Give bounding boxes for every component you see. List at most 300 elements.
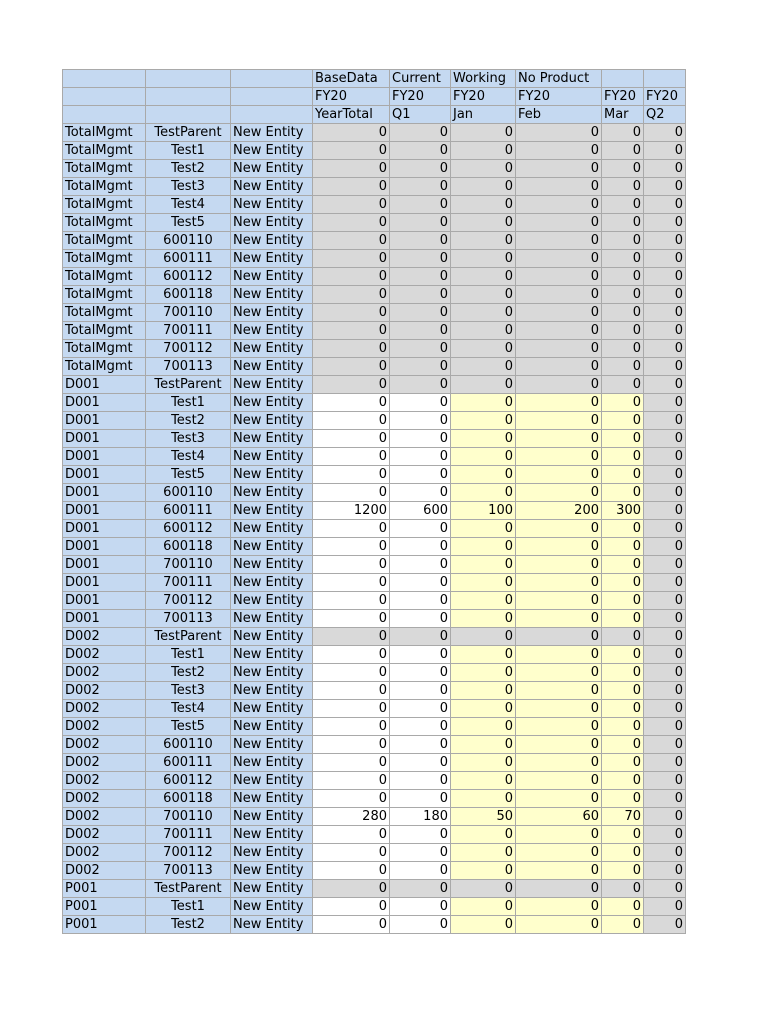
value-cell-yeartotal[interactable]: 0 [313,700,390,718]
value-cell-q1[interactable]: 0 [390,790,451,808]
value-cell-mar[interactable]: 0 [602,736,644,754]
row-label-account[interactable]: 600118 [146,538,231,556]
value-cell-jan[interactable]: 0 [451,844,516,862]
value-cell-yeartotal[interactable]: 0 [313,628,390,646]
value-cell-mar[interactable]: 0 [602,268,644,286]
value-cell-jan[interactable]: 0 [451,484,516,502]
row-label-account[interactable]: 700110 [146,304,231,322]
value-cell-mar[interactable]: 0 [602,214,644,232]
row-label-account[interactable]: Test1 [146,142,231,160]
value-cell-feb[interactable]: 0 [516,592,602,610]
value-cell-q2[interactable]: 0 [644,790,686,808]
value-cell-q1[interactable]: 0 [390,214,451,232]
row-label-entity[interactable]: New Entity [231,826,313,844]
row-label-account[interactable]: Test2 [146,160,231,178]
value-cell-jan[interactable]: 0 [451,592,516,610]
row-label-account[interactable]: Test1 [146,646,231,664]
value-cell-q2[interactable]: 0 [644,556,686,574]
row-label-entity[interactable]: New Entity [231,394,313,412]
value-cell-q1[interactable]: 0 [390,448,451,466]
value-cell-mar[interactable]: 0 [602,520,644,538]
value-cell-q1[interactable]: 0 [390,718,451,736]
value-cell-yeartotal[interactable]: 280 [313,808,390,826]
value-cell-yeartotal[interactable]: 0 [313,772,390,790]
value-cell-q2[interactable]: 0 [644,664,686,682]
value-cell-jan[interactable]: 0 [451,322,516,340]
value-cell-q1[interactable]: 0 [390,610,451,628]
value-cell-mar[interactable]: 0 [602,700,644,718]
row-label-dimension[interactable]: TotalMgmt [63,340,146,358]
value-cell-jan[interactable]: 0 [451,142,516,160]
value-cell-yeartotal[interactable]: 0 [313,682,390,700]
value-cell-q1[interactable]: 600 [390,502,451,520]
row-label-entity[interactable]: New Entity [231,322,313,340]
value-cell-jan[interactable]: 0 [451,376,516,394]
row-label-account[interactable]: 700111 [146,826,231,844]
row-label-dimension[interactable]: TotalMgmt [63,142,146,160]
row-label-entity[interactable]: New Entity [231,232,313,250]
row-label-dimension[interactable]: D002 [63,808,146,826]
value-cell-q2[interactable]: 0 [644,178,686,196]
value-cell-jan[interactable]: 0 [451,520,516,538]
value-cell-q2[interactable]: 0 [644,466,686,484]
value-cell-q1[interactable]: 0 [390,466,451,484]
value-cell-q1[interactable]: 0 [390,574,451,592]
row-label-dimension[interactable]: P001 [63,880,146,898]
value-cell-feb[interactable]: 0 [516,304,602,322]
row-label-account[interactable]: 600110 [146,736,231,754]
value-cell-q1[interactable]: 0 [390,394,451,412]
value-cell-feb[interactable]: 200 [516,502,602,520]
row-label-entity[interactable]: New Entity [231,304,313,322]
value-cell-yeartotal[interactable]: 0 [313,538,390,556]
row-label-dimension[interactable]: D002 [63,664,146,682]
value-cell-jan[interactable]: 0 [451,358,516,376]
row-label-dimension[interactable]: D001 [63,556,146,574]
row-label-entity[interactable]: New Entity [231,286,313,304]
header-cell-feb[interactable]: No Product [516,70,602,88]
value-cell-feb[interactable]: 0 [516,286,602,304]
value-cell-jan[interactable]: 0 [451,664,516,682]
value-cell-feb[interactable]: 0 [516,430,602,448]
value-cell-feb[interactable]: 0 [516,700,602,718]
header-cell-feb[interactable]: Feb [516,106,602,124]
header-cell-yeartotal[interactable]: FY20 [313,88,390,106]
value-cell-feb[interactable]: 0 [516,556,602,574]
value-cell-q2[interactable]: 0 [644,628,686,646]
value-cell-mar[interactable]: 0 [602,412,644,430]
header-cell-jan[interactable]: Jan [451,106,516,124]
value-cell-jan[interactable]: 0 [451,862,516,880]
value-cell-feb[interactable]: 0 [516,142,602,160]
value-cell-mar[interactable]: 0 [602,826,644,844]
row-label-entity[interactable]: New Entity [231,754,313,772]
value-cell-jan[interactable]: 0 [451,790,516,808]
row-label-entity[interactable]: New Entity [231,736,313,754]
value-cell-yeartotal[interactable]: 0 [313,358,390,376]
value-cell-mar[interactable]: 0 [602,448,644,466]
row-label-dimension[interactable]: TotalMgmt [63,286,146,304]
value-cell-yeartotal[interactable]: 0 [313,160,390,178]
row-label-account[interactable]: 700113 [146,358,231,376]
row-label-entity[interactable]: New Entity [231,484,313,502]
row-label-entity[interactable]: New Entity [231,250,313,268]
value-cell-jan[interactable]: 50 [451,808,516,826]
value-cell-jan[interactable]: 0 [451,430,516,448]
value-cell-q1[interactable]: 0 [390,178,451,196]
row-label-dimension[interactable]: TotalMgmt [63,232,146,250]
value-cell-feb[interactable]: 0 [516,754,602,772]
value-cell-jan[interactable]: 0 [451,196,516,214]
row-label-entity[interactable]: New Entity [231,772,313,790]
value-cell-feb[interactable]: 0 [516,178,602,196]
row-label-account[interactable]: TestParent [146,124,231,142]
row-label-account[interactable]: TestParent [146,880,231,898]
value-cell-mar[interactable]: 0 [602,394,644,412]
value-cell-q1[interactable]: 0 [390,664,451,682]
header-cell-q1[interactable]: Current [390,70,451,88]
value-cell-jan[interactable]: 0 [451,232,516,250]
value-cell-q2[interactable]: 0 [644,718,686,736]
row-label-entity[interactable]: New Entity [231,592,313,610]
value-cell-mar[interactable]: 0 [602,628,644,646]
value-cell-yeartotal[interactable]: 0 [313,826,390,844]
value-cell-yeartotal[interactable]: 0 [313,592,390,610]
value-cell-feb[interactable]: 0 [516,538,602,556]
value-cell-jan[interactable]: 0 [451,124,516,142]
header-cell-yeartotal[interactable]: BaseData [313,70,390,88]
value-cell-mar[interactable]: 0 [602,592,644,610]
value-cell-yeartotal[interactable]: 0 [313,448,390,466]
value-cell-mar[interactable]: 0 [602,430,644,448]
value-cell-jan[interactable]: 0 [451,538,516,556]
row-label-dimension[interactable]: D002 [63,862,146,880]
row-label-account[interactable]: 600111 [146,502,231,520]
value-cell-jan[interactable]: 0 [451,826,516,844]
value-cell-feb[interactable]: 0 [516,214,602,232]
value-cell-jan[interactable]: 0 [451,772,516,790]
value-cell-feb[interactable]: 0 [516,772,602,790]
value-cell-mar[interactable]: 0 [602,124,644,142]
row-label-account[interactable]: 700110 [146,556,231,574]
value-cell-yeartotal[interactable]: 0 [313,268,390,286]
value-cell-mar[interactable]: 70 [602,808,644,826]
value-cell-yeartotal[interactable]: 0 [313,232,390,250]
value-cell-feb[interactable]: 0 [516,232,602,250]
value-cell-jan[interactable]: 0 [451,178,516,196]
value-cell-q1[interactable]: 0 [390,826,451,844]
value-cell-jan[interactable]: 0 [451,754,516,772]
value-cell-feb[interactable]: 0 [516,250,602,268]
value-cell-feb[interactable]: 0 [516,790,602,808]
row-label-entity[interactable]: New Entity [231,682,313,700]
value-cell-yeartotal[interactable]: 0 [313,142,390,160]
value-cell-q2[interactable]: 0 [644,682,686,700]
value-cell-feb[interactable]: 0 [516,916,602,934]
row-label-account[interactable]: 600111 [146,754,231,772]
header-cell-entity[interactable] [231,88,313,106]
value-cell-mar[interactable]: 0 [602,286,644,304]
value-cell-mar[interactable]: 300 [602,502,644,520]
value-cell-mar[interactable]: 0 [602,646,644,664]
row-label-account[interactable]: 700111 [146,322,231,340]
value-cell-q1[interactable]: 0 [390,268,451,286]
value-cell-yeartotal[interactable]: 0 [313,556,390,574]
value-cell-mar[interactable]: 0 [602,178,644,196]
value-cell-mar[interactable]: 0 [602,790,644,808]
value-cell-jan[interactable]: 0 [451,700,516,718]
row-label-account[interactable]: Test5 [146,214,231,232]
row-label-dimension[interactable]: D002 [63,772,146,790]
value-cell-jan[interactable]: 0 [451,412,516,430]
value-cell-jan[interactable]: 0 [451,916,516,934]
value-cell-feb[interactable]: 0 [516,736,602,754]
row-label-account[interactable]: Test2 [146,664,231,682]
value-cell-q1[interactable]: 0 [390,412,451,430]
value-cell-q2[interactable]: 0 [644,646,686,664]
value-cell-q1[interactable]: 0 [390,322,451,340]
row-label-dimension[interactable]: D002 [63,718,146,736]
row-label-account[interactable]: 600118 [146,790,231,808]
value-cell-feb[interactable]: 0 [516,844,602,862]
row-label-entity[interactable]: New Entity [231,358,313,376]
row-label-dimension[interactable]: D001 [63,484,146,502]
value-cell-jan[interactable]: 0 [451,448,516,466]
row-label-entity[interactable]: New Entity [231,574,313,592]
row-label-dimension[interactable]: P001 [63,898,146,916]
value-cell-q1[interactable]: 0 [390,196,451,214]
value-cell-q2[interactable]: 0 [644,124,686,142]
value-cell-mar[interactable]: 0 [602,304,644,322]
row-label-entity[interactable]: New Entity [231,790,313,808]
value-cell-q1[interactable]: 0 [390,538,451,556]
value-cell-mar[interactable]: 0 [602,574,644,592]
value-cell-mar[interactable]: 0 [602,232,644,250]
value-cell-mar[interactable]: 0 [602,880,644,898]
header-cell-dimension[interactable] [63,70,146,88]
value-cell-feb[interactable]: 0 [516,358,602,376]
value-cell-q2[interactable]: 0 [644,520,686,538]
value-cell-yeartotal[interactable]: 0 [313,520,390,538]
value-cell-q1[interactable]: 0 [390,484,451,502]
value-cell-mar[interactable]: 0 [602,556,644,574]
value-cell-yeartotal[interactable]: 0 [313,394,390,412]
value-cell-yeartotal[interactable]: 0 [313,340,390,358]
row-label-account[interactable]: 700111 [146,574,231,592]
row-label-dimension[interactable]: D001 [63,376,146,394]
row-label-entity[interactable]: New Entity [231,880,313,898]
row-label-entity[interactable]: New Entity [231,610,313,628]
value-cell-q2[interactable]: 0 [644,502,686,520]
header-cell-q1[interactable]: Q1 [390,106,451,124]
value-cell-q1[interactable]: 0 [390,880,451,898]
row-label-dimension[interactable]: D001 [63,592,146,610]
row-label-account[interactable]: Test4 [146,700,231,718]
value-cell-q1[interactable]: 0 [390,520,451,538]
value-cell-yeartotal[interactable]: 0 [313,862,390,880]
row-label-dimension[interactable]: D001 [63,574,146,592]
value-cell-q2[interactable]: 0 [644,250,686,268]
value-cell-jan[interactable]: 0 [451,268,516,286]
value-cell-jan[interactable]: 0 [451,340,516,358]
row-label-entity[interactable]: New Entity [231,844,313,862]
row-label-dimension[interactable]: D002 [63,682,146,700]
value-cell-mar[interactable]: 0 [602,466,644,484]
row-label-entity[interactable]: New Entity [231,196,313,214]
value-cell-q2[interactable]: 0 [644,376,686,394]
value-cell-q1[interactable]: 0 [390,430,451,448]
value-cell-yeartotal[interactable]: 0 [313,196,390,214]
value-cell-jan[interactable]: 0 [451,736,516,754]
value-cell-q1[interactable]: 0 [390,772,451,790]
value-cell-yeartotal[interactable]: 0 [313,250,390,268]
value-cell-mar[interactable]: 0 [602,538,644,556]
value-cell-q2[interactable]: 0 [644,268,686,286]
value-cell-yeartotal[interactable]: 0 [313,898,390,916]
value-cell-q1[interactable]: 0 [390,358,451,376]
value-cell-q2[interactable]: 0 [644,826,686,844]
row-label-entity[interactable]: New Entity [231,214,313,232]
value-cell-jan[interactable]: 0 [451,718,516,736]
value-cell-mar[interactable]: 0 [602,358,644,376]
row-label-entity[interactable]: New Entity [231,124,313,142]
value-cell-q2[interactable]: 0 [644,574,686,592]
value-cell-jan[interactable]: 0 [451,304,516,322]
value-cell-q2[interactable]: 0 [644,394,686,412]
row-label-entity[interactable]: New Entity [231,178,313,196]
value-cell-feb[interactable]: 0 [516,682,602,700]
row-label-dimension[interactable]: TotalMgmt [63,322,146,340]
row-label-account[interactable]: 600112 [146,520,231,538]
row-label-dimension[interactable]: D002 [63,736,146,754]
row-label-entity[interactable]: New Entity [231,160,313,178]
value-cell-feb[interactable]: 60 [516,808,602,826]
row-label-dimension[interactable]: TotalMgmt [63,196,146,214]
row-label-account[interactable]: Test5 [146,466,231,484]
value-cell-q2[interactable]: 0 [644,808,686,826]
row-label-account[interactable]: 700110 [146,808,231,826]
value-cell-q1[interactable]: 0 [390,646,451,664]
value-cell-mar[interactable]: 0 [602,610,644,628]
header-cell-q2[interactable]: Q2 [644,106,686,124]
value-cell-yeartotal[interactable]: 0 [313,790,390,808]
value-cell-q1[interactable]: 0 [390,286,451,304]
value-cell-jan[interactable]: 0 [451,160,516,178]
value-cell-feb[interactable]: 0 [516,268,602,286]
row-label-entity[interactable]: New Entity [231,916,313,934]
row-label-account[interactable]: 700113 [146,862,231,880]
row-label-entity[interactable]: New Entity [231,142,313,160]
row-label-dimension[interactable]: D002 [63,844,146,862]
value-cell-jan[interactable]: 0 [451,394,516,412]
value-cell-yeartotal[interactable]: 0 [313,286,390,304]
value-cell-q2[interactable]: 0 [644,322,686,340]
value-cell-q1[interactable]: 0 [390,142,451,160]
value-cell-mar[interactable]: 0 [602,340,644,358]
value-cell-jan[interactable]: 100 [451,502,516,520]
value-cell-feb[interactable]: 0 [516,160,602,178]
row-label-account[interactable]: 600118 [146,286,231,304]
value-cell-q1[interactable]: 0 [390,340,451,358]
row-label-entity[interactable]: New Entity [231,898,313,916]
header-cell-mar[interactable] [602,70,644,88]
row-label-account[interactable]: TestParent [146,376,231,394]
value-cell-feb[interactable]: 0 [516,376,602,394]
value-cell-feb[interactable]: 0 [516,664,602,682]
value-cell-mar[interactable]: 0 [602,664,644,682]
row-label-dimension[interactable]: D001 [63,394,146,412]
row-label-dimension[interactable]: P001 [63,916,146,934]
header-cell-q1[interactable]: FY20 [390,88,451,106]
row-label-account[interactable]: 700113 [146,610,231,628]
value-cell-q1[interactable]: 0 [390,376,451,394]
row-label-account[interactable]: Test2 [146,916,231,934]
row-label-entity[interactable]: New Entity [231,808,313,826]
value-cell-q2[interactable]: 0 [644,214,686,232]
value-cell-feb[interactable]: 0 [516,826,602,844]
value-cell-yeartotal[interactable]: 0 [313,484,390,502]
row-label-dimension[interactable]: D001 [63,412,146,430]
value-cell-q2[interactable]: 0 [644,610,686,628]
header-cell-account[interactable] [146,70,231,88]
value-cell-q2[interactable]: 0 [644,862,686,880]
row-label-entity[interactable]: New Entity [231,718,313,736]
value-cell-q2[interactable]: 0 [644,286,686,304]
row-label-account[interactable]: Test3 [146,430,231,448]
row-label-entity[interactable]: New Entity [231,556,313,574]
row-label-account[interactable]: 600112 [146,772,231,790]
value-cell-q1[interactable]: 0 [390,916,451,934]
value-cell-q1[interactable]: 0 [390,844,451,862]
value-cell-yeartotal[interactable]: 0 [313,754,390,772]
value-cell-feb[interactable]: 0 [516,196,602,214]
value-cell-jan[interactable]: 0 [451,898,516,916]
value-cell-feb[interactable]: 0 [516,718,602,736]
row-label-account[interactable]: Test1 [146,394,231,412]
row-label-entity[interactable]: New Entity [231,268,313,286]
value-cell-q1[interactable]: 0 [390,592,451,610]
value-cell-q2[interactable]: 0 [644,232,686,250]
header-cell-mar[interactable]: Mar [602,106,644,124]
header-cell-q2[interactable]: FY20 [644,88,686,106]
value-cell-feb[interactable]: 0 [516,124,602,142]
value-cell-q1[interactable]: 0 [390,304,451,322]
value-cell-q2[interactable]: 0 [644,880,686,898]
value-cell-feb[interactable]: 0 [516,646,602,664]
row-label-entity[interactable]: New Entity [231,664,313,682]
value-cell-q2[interactable]: 0 [644,142,686,160]
value-cell-yeartotal[interactable]: 0 [313,574,390,592]
row-label-entity[interactable]: New Entity [231,700,313,718]
value-cell-yeartotal[interactable]: 0 [313,916,390,934]
row-label-dimension[interactable]: D001 [63,538,146,556]
row-label-entity[interactable]: New Entity [231,646,313,664]
row-label-account[interactable]: Test1 [146,898,231,916]
row-label-entity[interactable]: New Entity [231,862,313,880]
row-label-entity[interactable]: New Entity [231,466,313,484]
row-label-account[interactable]: 600112 [146,268,231,286]
header-cell-jan[interactable]: FY20 [451,88,516,106]
value-cell-yeartotal[interactable]: 0 [313,664,390,682]
value-cell-yeartotal[interactable]: 0 [313,412,390,430]
value-cell-jan[interactable]: 0 [451,610,516,628]
value-cell-yeartotal[interactable]: 0 [313,718,390,736]
value-cell-jan[interactable]: 0 [451,556,516,574]
row-label-dimension[interactable]: D001 [63,448,146,466]
value-cell-q1[interactable]: 0 [390,682,451,700]
value-cell-yeartotal[interactable]: 0 [313,304,390,322]
row-label-account[interactable]: Test2 [146,412,231,430]
